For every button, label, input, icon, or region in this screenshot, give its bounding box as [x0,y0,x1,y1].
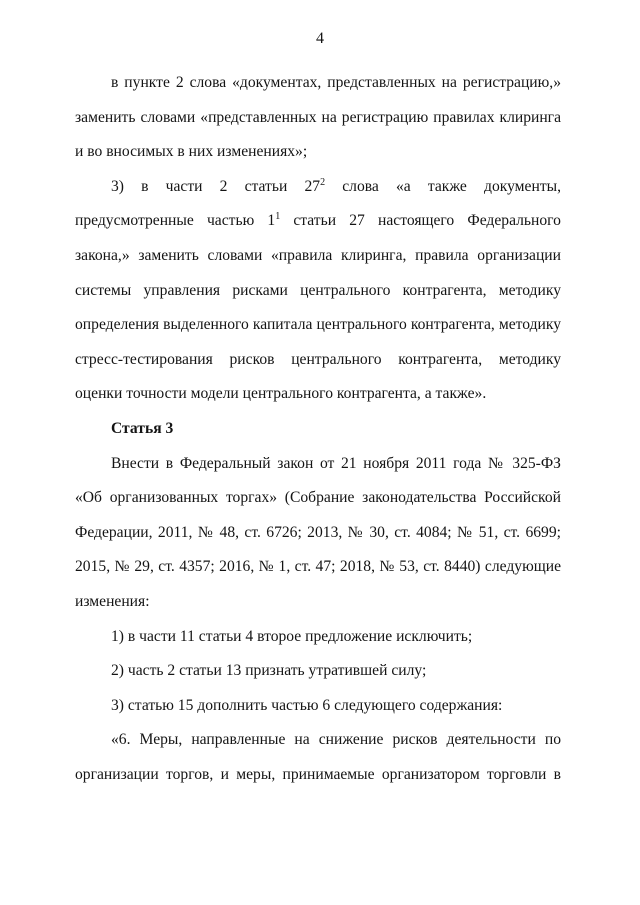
superscript: 1 [275,211,281,223]
paragraph-text: 3) в части 2 статьи 27 [111,177,321,195]
paragraph-article-3-intro: Внести в Федеральный закон от 21 ноября 2011 года № 325-ФЗ «Об организованных торгах» (Собрание законодательства Российской Федерации, 2011, № 48, ст. 6726; 2013, № 30, ст. 4084; № 51, ст. 6699; 2015, № 29, ст. 4357; 2016, № 1, ст. 47; 2018, № 53, ст. 8440) следующие изменения: [75,454,561,610]
list-item-3: 3) статью 15 дополнить частью 6 следующего содержания: [111,696,503,714]
paragraph-text: статьи 27 настоящего Федерального закона,» заменить словами «правила клиринга, правила организации системы управления рисками центрального контрагента, методику определения выделенного капитала центрального контрагента, методику стресс-тестирования рисков центрального контрагента, методику оценки точности модели центрального контрагента, а также». [75,212,561,403]
page-number: 4 [316,30,324,47]
paragraph-text: слова «а также документы, предусмотренные частью 1 [75,177,562,230]
paragraph-amendment-3 [75,170,561,412]
paragraph-amendment-1: в пункте 2 слова «документах, представленных на регистрацию,» заменить словами «представленных на регистрацию правилах клиринга и во вносимых в них изменениях»; [75,74,561,161]
superscript: 2 [320,176,326,188]
list-item-1: 1) в части 11 статьи 4 второе предложение исключить; [111,627,473,645]
paragraph-quote-start: «6. Меры, направленные на снижение рисков деятельности по организации торгов, и меры, принимаемые организатором торговли в [75,731,561,783]
list-item-2: 2) часть 2 статьи 13 признать утратившей силу; [111,662,427,680]
article-heading: Статья 3 [111,419,174,437]
document-body [75,66,561,792]
